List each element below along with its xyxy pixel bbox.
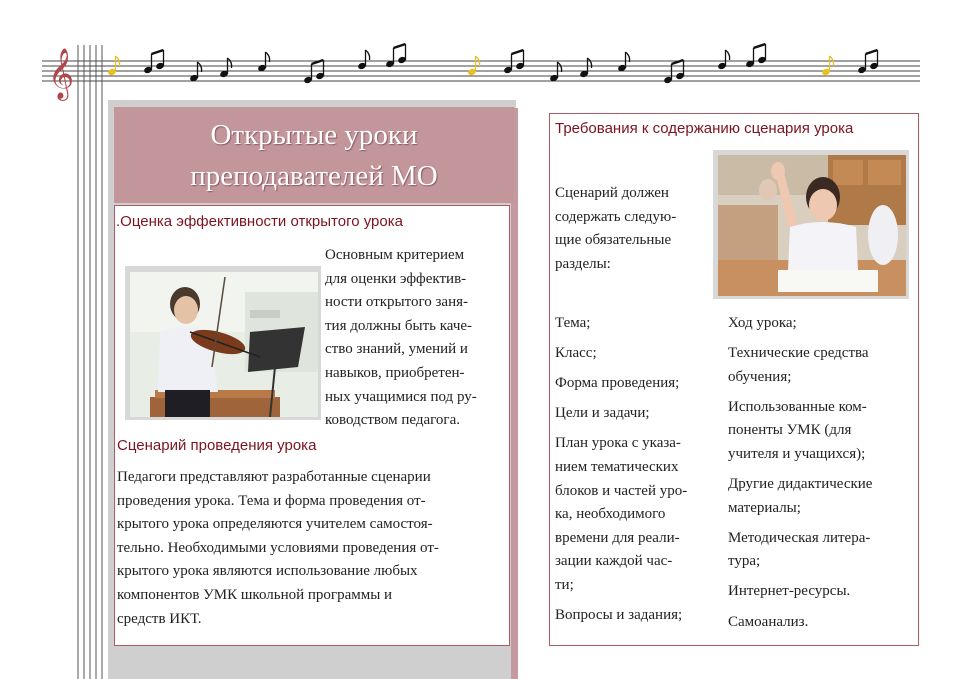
paragraph-line: компонентов УМК школьной программы и bbox=[117, 586, 393, 603]
paragraph-line: ности открытого заня- bbox=[325, 294, 469, 311]
list-item: Вопросы и задания; bbox=[555, 607, 683, 624]
evaluation-paragraph bbox=[325, 244, 515, 433]
paragraph-line: Основным критерием bbox=[325, 247, 465, 263]
paragraph-line: для оценки эффектив- bbox=[325, 270, 467, 287]
paragraph-line: ководством педагога. bbox=[325, 412, 460, 429]
intro-line: разделы: bbox=[555, 255, 611, 272]
paragraph-line: крытого урока являются использование любых bbox=[117, 563, 418, 580]
section-heading-requirements: Требования к содержанию сценария урока bbox=[555, 120, 854, 137]
music-staff bbox=[0, 0, 960, 110]
requirements-intro bbox=[555, 182, 715, 276]
list-item: Цели и задачи; bbox=[555, 405, 650, 422]
list-item: Другие дидактические материалы; bbox=[728, 476, 873, 516]
paragraph-line: проведения урока. Тема и форма проведения от- bbox=[117, 492, 426, 509]
list-item: Технические средства обучения; bbox=[728, 345, 869, 385]
list-item: Класс; bbox=[555, 345, 597, 362]
paragraph-line: тельно. Необходимыми условиями проведения от- bbox=[117, 539, 439, 556]
list-item: Интернет-ресурсы. bbox=[728, 583, 851, 600]
requirements-list-column-2 bbox=[728, 312, 913, 641]
intro-line: содержать следую- bbox=[555, 208, 677, 225]
photo-violinist bbox=[130, 272, 318, 417]
list-item: Самоанализ. bbox=[728, 613, 809, 630]
intro-line: Сценарий должен bbox=[555, 185, 669, 201]
list-item: Методическая литера- тура; bbox=[728, 529, 871, 570]
title-line-1: Открытые уроки bbox=[210, 119, 418, 151]
paragraph-line: крытого урока определяются учителем самостоя- bbox=[117, 516, 433, 533]
note-beam bbox=[866, 50, 878, 54]
music-note-icon bbox=[107, 44, 879, 84]
vertical-lines bbox=[0, 0, 120, 679]
list-item: Использованные ком- поненты УМК (для учителя и учащихся); bbox=[728, 398, 867, 462]
paragraph-line: навыков, приобретен- bbox=[325, 364, 465, 381]
note-beam bbox=[754, 44, 766, 48]
photo-classroom bbox=[718, 155, 906, 296]
list-item: Тема; bbox=[555, 315, 591, 331]
intro-line: щие обязательные bbox=[555, 232, 672, 249]
note-beam bbox=[152, 50, 164, 54]
note-beam bbox=[512, 50, 524, 54]
section-heading-scenario: Сценарий проведения урока bbox=[117, 437, 317, 454]
paragraph-line: ство знаний, умений и bbox=[325, 341, 468, 358]
title-line-2: преподавателей МО bbox=[190, 160, 438, 192]
paragraph-line: ных учащимися под ру- bbox=[325, 388, 477, 405]
scenario-paragraph bbox=[117, 466, 507, 631]
list-item: Форма проведения; bbox=[555, 375, 680, 392]
paragraph-line: Педагоги представляют разработанные сценарии bbox=[117, 469, 431, 485]
note-beam bbox=[394, 44, 406, 48]
list-item: Ход урока; bbox=[728, 315, 797, 331]
section-heading-evaluation: .Оценка эффективности открытого урока bbox=[116, 213, 403, 230]
page-title bbox=[114, 107, 514, 203]
list-item: План урока с указа- нием тематических блоков и частей уро- ка, необходимого времени для реали- зации каждой час- ти; bbox=[555, 435, 688, 593]
paragraph-line: тия должны быть каче- bbox=[325, 317, 473, 334]
requirements-list-column-1 bbox=[555, 312, 720, 634]
paragraph-line: средств ИКТ. bbox=[117, 610, 202, 627]
svg-text:𝄞: 𝄞 bbox=[48, 48, 75, 99]
